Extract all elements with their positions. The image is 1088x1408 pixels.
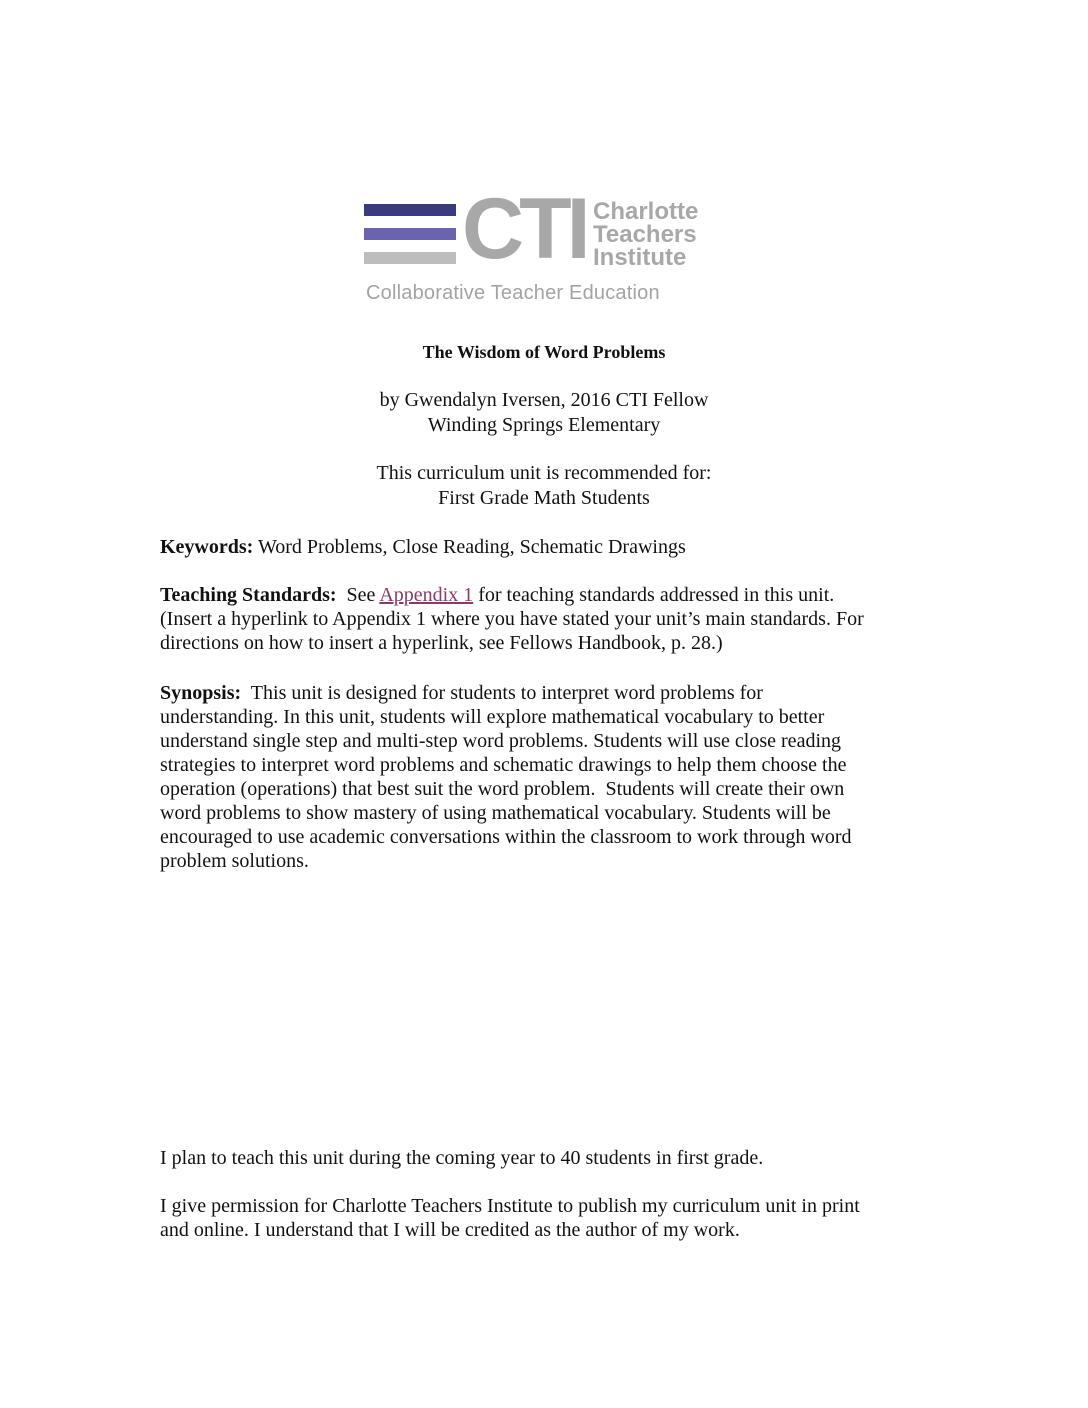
synopsis-line	[160, 681, 930, 705]
keywords-text: Word Problems, Close Reading, Schematic Drawings	[253, 536, 686, 558]
permission-statement	[160, 1194, 930, 1242]
teaching-standards-line	[160, 583, 930, 607]
synopsis-line: strategies to interpret word problems and schematic drawings to help them choose the	[160, 754, 847, 776]
logo-bar-dark	[364, 204, 456, 216]
recommendation-line: This curriculum unit is recommended for:	[376, 462, 712, 484]
synopsis-text: This unit is designed for students to interpret word problems for	[241, 682, 763, 704]
logo-bar-light	[364, 252, 456, 264]
teaching-standards-text: for teaching standards addressed in this unit.	[473, 584, 835, 606]
cti-logo	[364, 181, 724, 308]
permission-line: and online. I understand that I will be credited as the author of my work.	[160, 1219, 740, 1241]
teaching-standards-pre-link: See	[336, 584, 380, 606]
byline-school: Winding Springs Elementary	[427, 414, 661, 436]
synopsis-line: understanding. In this unit, students will explore mathematical vocabulary to better	[160, 706, 825, 728]
teaching-standards	[160, 583, 930, 655]
synopsis-line: understand single step and multi-step word problems. Students will use close reading	[160, 730, 841, 752]
synopsis-line: operation (operations) that best suit the word problem. Students will create their own	[160, 778, 845, 800]
synopsis-label: Synopsis:	[160, 682, 242, 704]
teaching-standards-line: directions on how to insert a hyperlink, see Fellows Handbook, p. 28.)	[160, 632, 723, 654]
appendix-1-link[interactable]: Appendix 1	[379, 584, 474, 606]
logo-tagline: Collaborative Teacher Education	[366, 282, 660, 304]
recommendation	[0, 461, 1088, 511]
logo-name-line: Teachers	[593, 221, 697, 248]
byline	[0, 388, 1088, 438]
byline-author: by Gwendalyn Iversen, 2016 CTI Fellow	[379, 389, 709, 411]
logo-name-line: Institute	[593, 244, 687, 271]
synopsis-line: encouraged to use academic conversations within the classroom to work through word	[160, 826, 852, 848]
logo-mark: CTI	[462, 181, 586, 277]
teaching-standards-label: Teaching Standards:	[160, 584, 337, 606]
document-title: The Wisdom of Word Problems	[422, 342, 666, 362]
synopsis	[160, 681, 930, 873]
logo-bar-mid	[364, 228, 456, 240]
recommendation-audience: First Grade Math Students	[438, 487, 650, 509]
keywords-label: Keywords:	[160, 536, 254, 558]
logo-name	[593, 200, 698, 269]
synopsis-line: word problems to show mastery of using mathematical vocabulary. Students will be	[160, 802, 831, 824]
permission-line: I give permission for Charlotte Teachers Institute to publish my curriculum unit in print	[160, 1195, 860, 1217]
synopsis-line: problem solutions.	[160, 850, 309, 872]
teaching-standards-line: (Insert a hyperlink to Appendix 1 where you have stated your unit’s main standards. For	[160, 608, 864, 630]
logo-name-line: Charlotte	[593, 198, 699, 225]
plan-statement: I plan to teach this unit during the coming year to 40 students in first grade.	[160, 1147, 764, 1169]
keywords	[160, 535, 930, 559]
